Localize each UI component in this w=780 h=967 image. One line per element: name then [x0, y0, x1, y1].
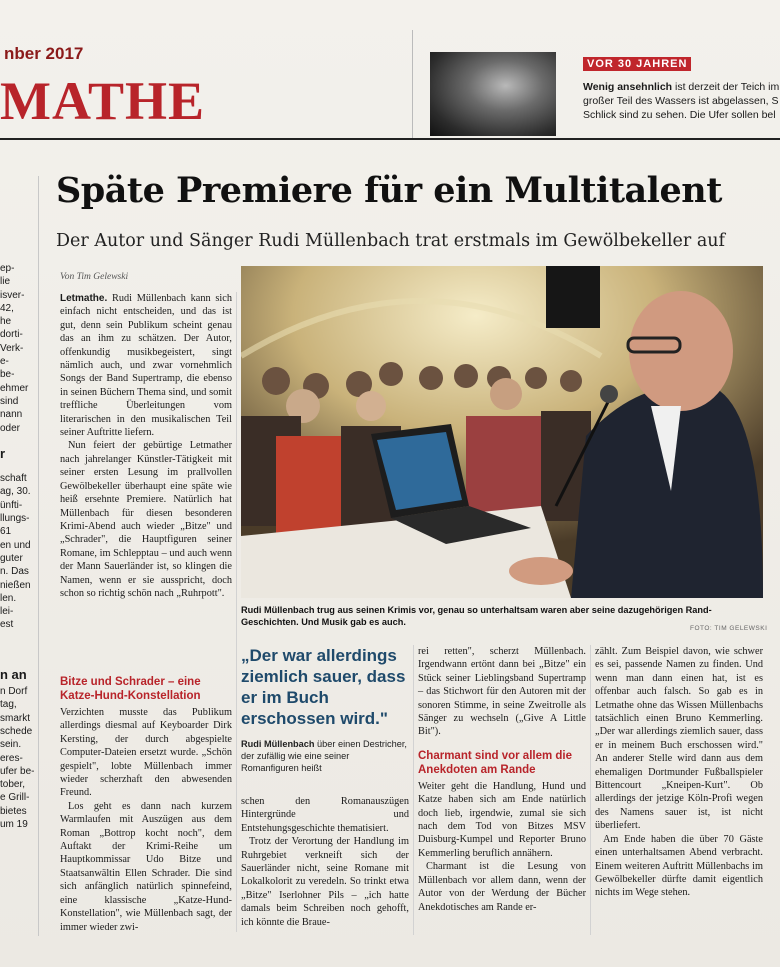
left-fragment-line: sein. — [0, 739, 22, 751]
left-fragment-line — [0, 656, 36, 664]
left-fragment-line: schede — [0, 725, 33, 737]
left-fragment-line — [0, 640, 36, 648]
vor-line-2: großer Teil des Wassers ist abgelassen, S — [583, 95, 779, 107]
left-fragment-line: bietes — [0, 805, 27, 817]
paragraph: Charmant ist die Lesung von Müllenbach vor allem dann, wenn der Autor von der Werdung der Bücher Anekdotisches am Rande er- — [418, 861, 586, 913]
issue-date: nber 2017 — [4, 44, 84, 63]
vor-30-jahren-badge: VOR 30 JAHREN — [583, 57, 691, 71]
left-fragment-line: be- — [0, 369, 15, 381]
paragraph: Trotz der Verortung der Handlung im Ruhrgebiet verkneift sich der Sauerländer nicht, seine Romane mit Lokalkolorit zu veredeln. So trinkt etwa „Bitze" Iserlohner Pils – „ich hatte damals beim Schreiben noch gehofft, ich könnte die Braue- — [241, 836, 409, 928]
left-fragment-line: schaft — [0, 473, 27, 485]
left-fragment-line: guter — [0, 552, 23, 564]
left-fragment-line: e- — [0, 356, 9, 368]
left-column-fragments — [0, 262, 36, 831]
left-fragment-line: n. Das — [0, 566, 29, 578]
left-fragment-line: um 19 — [0, 818, 28, 830]
vor-line-3: Schlick sind zu sehen. Die Ufer sollen bel — [583, 109, 776, 121]
left-fragment-line: n an — [0, 666, 27, 682]
article-column-3 — [418, 645, 586, 914]
vor-lead: Wenig ansehnlich — [583, 81, 673, 93]
left-fragment-line: tober, — [0, 779, 26, 791]
left-fragment-line — [0, 464, 36, 472]
column-rule — [413, 645, 414, 935]
paragraph: Los geht es dann nach kurzem Warmlaufen mit Auszügen aus dem Roman „Bottrop kocht noch", dem Auftakt der Krimi-Reihe um Hauptkommissar Udo Bitze und Staatsanwältin Ellen Schrader. Die sind sich anfänglich natürlich spinnefeind, eine klassische „Katze-Hund-Konstellation", wie Müllenbach sagt, der immer wieder zwi- — [60, 800, 232, 933]
left-fragment-line: ep- — [0, 263, 15, 274]
photo-caption: Rudi Müllenbach trug aus seinen Krimis vor, genau so unterhaltsam waren aber seine dazugehörigen Rand-Geschichten. Und Musik gab es auch. — [241, 605, 712, 627]
left-fragment-line: eres- — [0, 752, 23, 764]
vor-30-jahren-text — [583, 80, 780, 122]
left-fragment-line: lie — [0, 276, 11, 288]
left-fragment-line: smarkt — [0, 712, 30, 724]
dateline: Letmathe. — [60, 293, 108, 304]
article-column-1-lower — [60, 665, 232, 934]
article-subhead: Der Autor und Sänger Rudi Müllenbach trat erstmals im Gewölbekeller auf — [56, 231, 726, 251]
paragraph — [60, 292, 232, 439]
subheading-anekdoten: Charmant sind vor allem die Anekdoten am Rande — [418, 749, 573, 776]
header-rule — [0, 138, 780, 140]
pull-quote: „Der war allerdings ziemlich sauer, dass er im Buch erschossen wird." — [241, 646, 406, 728]
left-fragment-line: 42, — [0, 302, 14, 314]
left-fragment-line: lei- — [0, 606, 14, 618]
left-fragment-line: sind — [0, 395, 19, 407]
left-fragment-line: ufer be- — [0, 765, 35, 777]
left-fragment-line: llungs- — [0, 513, 30, 525]
section-title: MATHE — [0, 71, 205, 131]
left-fragment-line — [0, 648, 36, 656]
left-fragment-line: e Grill- — [0, 792, 30, 804]
pull-quote-attribution — [241, 738, 409, 774]
photo-credit: FOTO: TIM GELEWSKI — [690, 625, 768, 632]
paragraph: schen den Romanauszügen Hintergründe und Entstehungsgeschichte thematisiert. — [241, 796, 409, 834]
left-fragment-line: ehmer — [0, 382, 29, 394]
photo-illustration — [241, 266, 763, 598]
article-headline: Späte Premiere für ein Multitalent — [56, 170, 722, 211]
left-column-rule — [38, 176, 39, 936]
article-column-1 — [60, 292, 232, 600]
left-fragment-line: oder — [0, 422, 21, 434]
left-fragment-line — [0, 632, 36, 640]
paragraph: Am Ende haben die über 70 Gäste einen unterhaltsamen Abend verbracht. Einem weiteren Auftritt Müllenbachs im Gewölbekeller dürfte damit eigentlich nichts im Wege stehen. — [595, 833, 763, 899]
left-fragment-line: n Dorf — [0, 686, 28, 698]
paragraph: Weiter geht die Handlung, Hund und Katze haben sich am Ende natürlich doch lieb, irgendwie, zumal sie sich nach dem Tod von Bitzes MSV Duisburg-Kumpel und Reporter Bruno Kemmerling beruflich annähern. — [418, 780, 586, 859]
paragraph: rei retten", scherzt Müllenbach. Irgendwann ertönt dann bei „Bitze" ein Stück seiner Lieblingsband Supertramp – das Stichwort für den Autoren mit der sonoren Stimme, in seine Zweitrolle als Sänger zu wechseln („Give A Little Bit"). — [418, 646, 586, 738]
column-rule — [236, 292, 237, 932]
left-fragment-line: est — [0, 619, 14, 631]
left-fragment-line: ag, 30. — [0, 486, 31, 498]
teich-photo — [430, 52, 556, 136]
left-fragment-line: tag, — [0, 699, 17, 711]
paragraph: Verzichten musste das Publikum allerdings diesmal auf Keyboarder Dirk Kersting, der durch abgespielte Computer-Dateien ersetzt wurde. „Schön gespielt", lobte Müllenbach immer wieder scherzhaft den abwesenden Freund. — [60, 707, 232, 799]
left-fragment-line: 61 — [0, 526, 12, 538]
left-fragment-line: nann — [0, 409, 23, 421]
column-rule — [590, 645, 591, 935]
left-fragment-line: en und — [0, 539, 31, 551]
left-fragment-line: he — [0, 316, 12, 328]
paragraph-text: Rudi Müllenbach kann sich einfach nicht entscheiden, und das ist gut, denn sein Publikum scheint genau das an ihm zu schätzen. Der Autor, offenkundig musikbegeistert, singt nämlich auch, und zwar vornehmlich Songs der Band Supertramp, die ebenso in seinen Büchern Thema sind, und somit treffliche Überleitungen vom literarischen in den musikalischen Teil seiner Auftritte liefern. — [60, 293, 232, 439]
article-photo — [241, 266, 763, 598]
left-fragment-line: Verk- — [0, 342, 24, 354]
left-fragment-line — [0, 435, 36, 443]
header-divider — [412, 30, 413, 138]
left-fragment-line: nießen — [0, 579, 31, 591]
left-fragment-line: isver- — [0, 289, 25, 301]
subheading-bitze-schrader: Bitze und Schrader – eine Katze-Hund-Konstellation — [60, 676, 201, 702]
left-fragment-line: ünfti- — [0, 499, 23, 511]
article-column-2 — [241, 795, 409, 929]
left-fragment-line: r — [0, 445, 6, 461]
quote-context: über einen Destricher, der zufällig wie eine seiner Romanfiguren heißt — [241, 739, 407, 773]
quote-author: Rudi Müllenbach — [241, 739, 315, 749]
vor-line-1: ist derzeit der Teich im — [672, 81, 780, 93]
left-fragment-line: len. — [0, 592, 17, 604]
article-byline: Von Tim Gelewski — [60, 272, 129, 282]
paragraph: Nun feiert der gebürtige Letmather nach jahrelanger Künstler-Tätigkeit mit seiner ersten Lesung im prallvollen Gewölbekeller überhaupt eine späte wie heiß ersehnte Premiere. Natürlich hat Müllenbach für diesen besonderen Krimi-Abend auch wieder „Bitze" und „Schrader", die Hauptfiguren seiner Romane, im Schlepptau – und auch wenn der Mann Sauerländer ist, so klingen die Namen, wenn er sie ausspricht, doch schon so richtig schön nach „Ruhrpott". — [60, 440, 232, 599]
left-fragment-line: dorti- — [0, 329, 23, 341]
paragraph: zählt. Zum Beispiel davon, wie schwer es sei, passende Namen zu finden. Und wenn man dann einen hat, ist es offenbar auch falsch. So gab es in Letmathe ohne das Wissen Müllenbachs tatsächlich einen Bruno Kemmerling. „Der war allerdings ziemlich sauer, dass er in meinem Buch erschossen wird." An anderer Stelle wird dann aus dem ehemaligen Dortmunder Fußballspieler Bittencourt „Kneipen-Kurt". Ob allerdings der jetzige Köln-Profi wegen des Namens sauer ist, ist nicht überliefert. — [595, 646, 763, 832]
article-column-4 — [595, 645, 763, 900]
